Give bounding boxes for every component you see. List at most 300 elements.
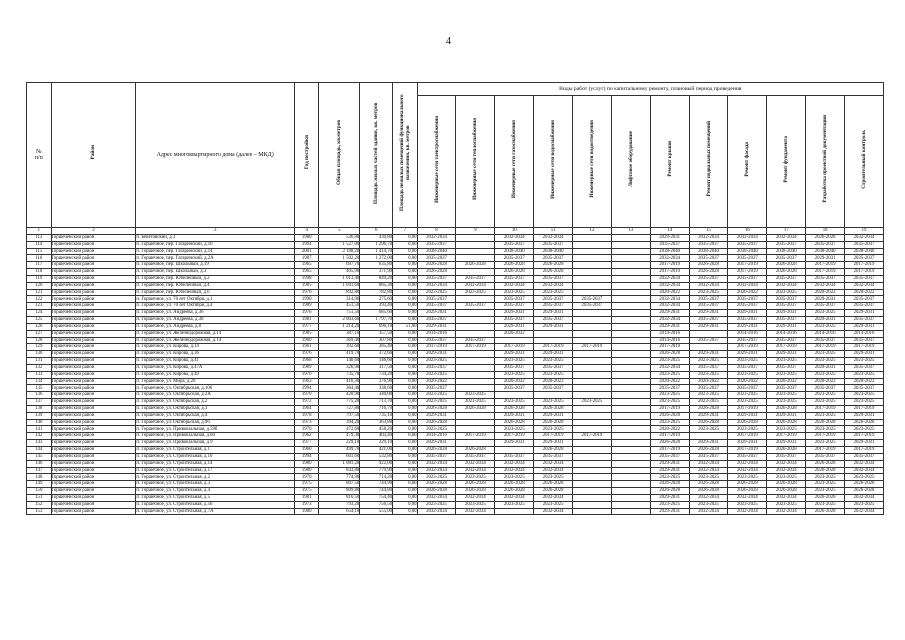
table-cell: 2032-2034 [456,508,495,515]
table-cell: 2023-2025 [534,501,573,508]
header-work: Ремонт фундамента [767,96,806,228]
table-cell: 2035-2037 [650,453,689,460]
table-cell: 0,00 [393,289,418,296]
table-cell: 2017-2019 [534,344,573,351]
table-cell: 2035-2037 [495,364,534,371]
table-cell [495,508,534,515]
table-cell: 135 [27,385,52,392]
column-number: 1 [27,228,52,235]
table-cell: 2023-2025 [728,426,767,433]
table-cell: 2023-2025 [456,289,495,296]
table-cell: 1981 [294,316,319,323]
table-cell: 2026-2028 [495,262,534,269]
table-cell: 2023-2025 [495,501,534,508]
table-cell: 807,50 [319,481,360,488]
table-cell: 2026-2028 [495,419,534,426]
table-cell: Горшеченский район [51,419,136,426]
table-row [27,474,884,481]
capital-repair-table [26,82,884,515]
table-cell: п. Горшечное, ул. Строительная, д.1 [136,447,295,454]
table-row [27,351,884,358]
table-cell: 2023-2025 [456,399,495,406]
table-cell: 2017-2019 [573,344,612,351]
table-cell: 2035-2037 [689,241,728,248]
table-cell: 2023-2025 [767,399,806,406]
table-cell: 2023-2025 [689,474,728,481]
table-cell [456,419,495,426]
table-cell: 2032-2034 [650,275,689,282]
table-cell: 0,00 [393,447,418,454]
table-cell: 2023-2025 [417,399,456,406]
table-cell: 1961 [294,344,319,351]
table-cell: 2029-2031 [728,440,767,447]
table-cell: п. Горшечное, пер. Юбилейный, д.2 [136,275,295,282]
table-cell: 1 527,00 [319,241,360,248]
table-cell: 774,90 [319,474,360,481]
header-area-nonres: Площадь нежилых помещений функционального назначения, кв. метров [393,83,418,228]
table-cell: 2023-2025 [417,289,456,296]
table-cell: 2026-2028 [534,447,573,454]
column-number: 18 [806,228,845,235]
table-cell: 2029-2031 [650,460,689,467]
table-cell: 2035-2037 [689,337,728,344]
table-cell [611,323,650,330]
table-cell: п. Горшечное, ул. 70 лет Октября, д.1 [136,296,295,303]
table-cell: 2032-2034 [417,460,456,467]
table-cell: 229,10 [360,440,393,447]
table-cell: 2017-2019 [650,344,689,351]
table-cell [456,234,495,241]
table-cell: 1975 [294,481,319,488]
table-cell: 744,80 [360,488,393,495]
table-cell [456,269,495,276]
table-cell: 2035-2037 [534,275,573,282]
table-cell: п. Горшечное, ул. Строительная, д.14 [136,460,295,467]
table-cell: 714,20 [360,474,393,481]
table-cell [573,364,612,371]
table-cell [611,330,650,337]
table-cell: 2023-2025 [495,426,534,433]
header-work: Инженерные сети электроснабжения [417,96,456,228]
table-cell: 2026-2028 [689,419,728,426]
table-cell: 2023-2025 [845,426,884,433]
table-cell: 2038-2040 [767,248,806,255]
table-cell [573,508,612,515]
table-cell: 2029-2031 [417,440,456,447]
table-cell: 2038-2040 [806,248,845,255]
table-cell: 2026-2028 [767,269,806,276]
table-cell: 2029-2031 [689,310,728,317]
table-cell [611,501,650,508]
table-body [27,228,884,515]
table-cell: 2026-2028 [534,488,573,495]
table-cell: 2020-2022 [689,378,728,385]
table-cell: 326,90 [319,364,360,371]
table-cell [495,447,534,454]
table-cell: 116 [27,255,52,262]
table-cell [611,419,650,426]
table-cell: 2026-2028 [689,405,728,412]
table-cell: п. Горшечное, ул. Кирова, д.14 [136,344,295,351]
table-cell: 744,90 [360,481,393,488]
table-cell: 696,10 [360,323,393,330]
table-cell [573,310,612,317]
column-number: 14 [650,228,689,235]
table-cell: 2026-2028 [417,269,456,276]
table-cell: 1973 [294,501,319,508]
table-cell: 2029-2031 [806,316,845,323]
table-cell: п. Горшечное, ул. Привокзальная, д.59б [136,426,295,433]
table-cell: 697,70 [319,262,360,269]
table-cell: 2020-2022 [728,289,767,296]
table-cell: 149 [27,481,52,488]
table-cell: п. Горшечное, ул. Строительная, д.17 [136,467,295,474]
table-cell: п. Горшечное, пер. Гагаринский, д.14 [136,248,295,255]
table-cell: 2035-2037 [534,296,573,303]
table-cell: 2035-2037 [534,241,573,248]
table-cell: 2020-2022 [845,289,884,296]
table-cell: 0,00 [393,433,418,440]
table-cell: 2023-2025 [806,488,845,495]
table-row [27,508,884,515]
column-number: 5 [319,228,360,235]
table-cell [456,351,495,358]
table-cell: 2035-2037 [573,296,612,303]
table-cell: 131 [27,358,52,365]
table-cell: 2026-2028 [534,262,573,269]
table-cell: 2035-2037 [845,241,884,248]
table-cell: 2023-2025 [767,474,806,481]
table-cell: 2032-2034 [417,467,456,474]
table-cell: 2032-2034 [767,494,806,501]
table-cell [456,310,495,317]
table-cell: 2023-2025 [495,289,534,296]
table-cell: 2017-2019 [845,433,884,440]
table-cell: 2038-2040 [845,248,884,255]
table-cell: 2029-2031 [767,323,806,330]
table-cell [456,378,495,385]
table-cell: 2017-2019 [495,433,534,440]
table-cell: 2035-2037 [806,275,845,282]
table-cell: 2026-2028 [650,351,689,358]
table-cell [456,255,495,262]
table-cell: 0,00 [393,316,418,323]
table-row [27,275,884,282]
table-cell: 2017-2019 [573,433,612,440]
table-cell [456,330,495,337]
table-cell: 2023-2025 [728,474,767,481]
table-cell: Горшеченский район [51,275,136,282]
table-cell: 2017-2019 [806,269,845,276]
table-cell: 2035-2037 [728,241,767,248]
table-cell: 340,00 [360,392,393,399]
table-cell: 363,80 [360,419,393,426]
table-cell: 2017-2019 [845,262,884,269]
table-cell: 2014-2016 [417,330,456,337]
table-cell: 2017-2019 [845,447,884,454]
table-cell: 2014-2016 [650,330,689,337]
table-row [27,447,884,454]
table-cell: 2017-2019 [728,405,767,412]
table-row [27,310,884,317]
table-cell: 229,10 [319,440,360,447]
table-cell: 2035-2037 [845,364,884,371]
header-area-living: Площадь жилых частей здания, кв. метров [360,83,393,228]
header-work: Инженерные сети водоотведения [573,96,612,228]
table-cell: 130 [27,351,52,358]
table-cell: 2023-2025 [534,289,573,296]
table-cell: 2023-2025 [495,474,534,481]
table-cell: 1973 [294,419,319,426]
table-cell: 117 [27,262,52,269]
table-cell: 2032-2034 [495,460,534,467]
table-cell: 2029-2031 [534,310,573,317]
table-cell: 2026-2028 [495,481,534,488]
table-cell: 0,00 [393,412,418,419]
table-cell: 2029-2031 [806,364,845,371]
table-cell: 2026-2028 [534,269,573,276]
table-cell: 150 [27,488,52,495]
table-cell: 2026-2028 [806,419,845,426]
table-cell: 2035-2037 [417,303,456,310]
table-cell: 2029-2031 [650,323,689,330]
table-cell: 2026-2028 [845,488,884,495]
table-cell: 2035-2037 [845,296,884,303]
table-cell [611,412,650,419]
table-cell: 2035-2037 [728,296,767,303]
table-cell: 376,90 [360,378,393,385]
table-cell: 2023-2025 [650,501,689,508]
table-cell: 2032-2034 [456,460,495,467]
table-cell: 2026-2028 [845,419,884,426]
table-cell: 143 [27,440,52,447]
table-cell: 0,00 [393,460,418,467]
table-cell: п. Горшечное, ул. Строительная, д.56 [136,501,295,508]
column-number: 3 [136,228,295,235]
table-cell [495,392,534,399]
table-cell: 1970 [294,392,319,399]
table-cell: 394,20 [319,419,360,426]
table-cell [611,241,650,248]
table-cell: 405,90 [319,269,360,276]
table-cell: 2023-2025 [728,358,767,365]
table-cell: 2020-2022 [767,378,806,385]
table-row [27,255,884,262]
table-cell [573,474,612,481]
table-cell: п. Горшечное, ул. Строительная, д.4 [136,488,295,495]
header-work: Инженерные сети водоснабжения [534,96,573,228]
table-cell [611,426,650,433]
table-cell: 1 502,20 [319,255,360,262]
table-cell: 2035-2037 [417,385,456,392]
table-cell: 2038-2040 [495,248,534,255]
table-cell: 2035-2037 [417,296,456,303]
table-cell: 532,80 [360,453,393,460]
table-cell: 2032-2034 [728,460,767,467]
table-cell: 2038-2040 [728,248,767,255]
table-cell: 2026-2028 [534,405,573,412]
table-cell [573,440,612,447]
table-cell: 2020-2022 [806,378,845,385]
table-row [27,337,884,344]
table-cell: 2029-2031 [495,440,534,447]
table-cell: 2020-2022 [417,378,456,385]
table-cell: 2035-2037 [534,364,573,371]
table-cell [611,296,650,303]
table-cell: 2029-2031 [495,310,534,317]
table-cell: 2023-2025 [689,358,728,365]
table-cell: 2026-2028 [456,488,495,495]
table-cell: 416,30 [319,378,360,385]
table-cell: п. Горшечное, пер. Школьный, д.19 [136,262,295,269]
table-cell: 147 [27,467,52,474]
table-cell: 2032-2034 [650,316,689,323]
table-cell: 2017-2019 [417,344,456,351]
table-cell: 0,00 [393,501,418,508]
table-cell: 2035-2037 [534,303,573,310]
table-cell: 1960 [294,337,319,344]
table-cell: 2029-2031 [650,494,689,501]
table-cell: 369,40 [319,337,360,344]
table-cell: 2017-2019 [806,344,845,351]
table-cell: 1972 [294,399,319,406]
table-cell: 2023-2025 [806,399,845,406]
table-cell: 555,00 [360,508,393,515]
table-cell: 2026-2028 [806,494,845,501]
table-cell [573,351,612,358]
table-cell: 2023-2025 [806,426,845,433]
table-cell: 0,00 [393,399,418,406]
table-cell: 2023-2025 [728,399,767,406]
header-year: Год постройки [294,83,319,228]
table-cell: 2035-2037 [728,255,767,262]
table-cell: 2035-2037 [417,316,456,323]
table-cell: Горшеченский район [51,433,136,440]
table-cell: 0,00 [393,337,418,344]
table-cell [611,316,650,323]
table-cell [573,378,612,385]
table-cell: Горшеченский район [51,467,136,474]
table-cell: 115 [27,248,52,255]
table-cell: 2029-2031 [417,323,456,330]
table-cell: Горшеченский район [51,412,136,419]
table-cell: 2026-2028 [495,405,534,412]
header-work: Ремонт фасада [728,96,767,228]
table-cell: 2035-2037 [689,364,728,371]
table-cell: 129 [27,344,52,351]
table-cell: 0,00 [393,269,418,276]
table-cell [573,447,612,454]
table-cell: 2029-2031 [845,310,884,317]
table-cell [611,378,650,385]
table-cell: 0,00 [393,330,418,337]
table-cell: 2038-2040 [650,248,689,255]
table-cell: 2023-2025 [767,289,806,296]
table-cell: Горшеченский район [51,399,136,406]
table-cell [611,460,650,467]
table-cell: 1976 [294,351,319,358]
table-cell: 0,00 [393,351,418,358]
table-cell: 2035-2037 [495,255,534,262]
table-cell: 2029-2031 [845,351,884,358]
table-cell: 2032-2034 [417,234,456,241]
table-cell: 2032-2034 [534,460,573,467]
table-cell: 2029-2031 [417,351,456,358]
table-cell: 2023-2025 [806,310,845,317]
table-cell: 1 414,70 [360,248,393,255]
table-cell: Горшеченский район [51,426,136,433]
table-cell: 2020-2022 [650,426,689,433]
table-cell: 2001 [294,248,319,255]
table-cell: 1990 [294,296,319,303]
table-cell: 2035-2037 [806,241,845,248]
table-cell: 2035-2037 [728,275,767,282]
table-cell: 2020-2022 [728,378,767,385]
table-cell: 2029-2031 [767,310,806,317]
table-cell: 2032-2034 [534,508,573,515]
table-cell: 2035-2037 [767,364,806,371]
table-cell: 2035-2037 [806,303,845,310]
table-cell: 1985 [294,282,319,289]
table-cell: Горшеченский район [51,460,136,467]
table-cell: 2038-2040 [689,248,728,255]
table-cell: 1964 [294,405,319,412]
table-cell: 0,00 [393,255,418,262]
table-cell: 2023-2025 [845,399,884,406]
table-cell: 2035-2037 [689,255,728,262]
table-cell: 2023-2025 [495,371,534,378]
table-cell: 2029-2031 [534,351,573,358]
table-cell: 2017-2019 [806,405,845,412]
header-rayon: Район [51,83,136,228]
table-cell: Горшеченский район [51,296,136,303]
table-row [27,303,884,310]
table-cell: 472,60 [319,426,360,433]
table-cell: 2029-2031 [495,412,534,419]
table-cell: 2023-2025 [456,501,495,508]
table-cell: 2029-2031 [650,467,689,474]
table-cell: 2035-2037 [495,275,534,282]
table-cell: 2026-2028 [456,262,495,269]
table-cell: 2017-2019 [650,405,689,412]
table-cell: 1977 [294,323,319,330]
table-cell [611,433,650,440]
table-row [27,371,884,378]
table-cell: 2017-2019 [767,344,806,351]
table-cell: п. Горшечное, ул. Андреева, д.8 [136,323,295,330]
table-cell: 2017-2019 [456,344,495,351]
table-cell: 2035-2037 [728,303,767,310]
table-cell: 1980 [294,460,319,467]
table-cell: 1 272,00 [360,255,393,262]
table-cell: п. Горшечное, ул. Кирова, д.41 [136,358,295,365]
table-cell [573,460,612,467]
table-row [27,262,884,269]
table-cell: 2032-2034 [456,494,495,501]
table-cell: 2035-2037 [456,337,495,344]
table-cell [573,371,612,378]
table-cell: 735,70 [319,371,360,378]
table-cell: 2032-2034 [689,467,728,474]
table-cell [611,282,650,289]
table-cell: 2032-2034 [728,234,767,241]
table-cell: 2032-2034 [417,494,456,501]
table-cell: 2032-2034 [845,508,884,515]
table-cell [573,494,612,501]
table-cell: п. Горшечное, пер. Юбилейный, д.6 [136,289,295,296]
table-cell: Горшеченский район [51,344,136,351]
table-cell: п. Горшечное, ул. Строительная, д.10 [136,453,295,460]
